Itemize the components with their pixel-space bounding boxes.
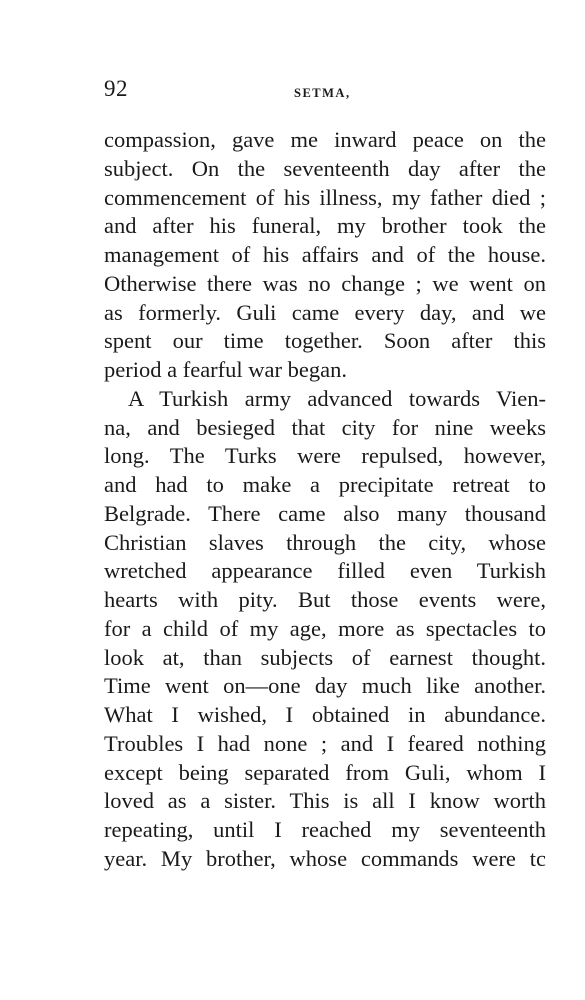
text-line: subject. On the seventeenth day after the xyxy=(104,155,546,181)
text-line: year. My brother, whose commands were tc xyxy=(104,845,546,871)
text-line: A Turkish army advanced towards Vien- xyxy=(128,385,546,411)
body-text xyxy=(104,126,546,874)
text-line: Christian slaves through the city, whose xyxy=(104,529,546,555)
text-line: wretched appearance filled even Turkish xyxy=(104,558,546,584)
text-line: management of his affairs and of the house. xyxy=(104,242,546,267)
text-line: period a fearful war began. xyxy=(104,357,347,382)
text-line: Troubles I had none ; and I feared nothing xyxy=(104,730,546,756)
text-line: and after his funeral, my brother took the xyxy=(104,213,546,239)
text-line: Belgrade. There came also many thousand xyxy=(104,500,546,526)
text-line: and had to make a precipitate retreat to xyxy=(104,472,546,497)
text-line: look at, than subjects of earnest thought. xyxy=(104,644,546,670)
text-line: spent our time together. Soon after this xyxy=(104,328,546,354)
text-line: Otherwise there was no change ; we went on xyxy=(104,270,546,296)
text-line: compassion, gave me inward peace on the xyxy=(104,127,546,152)
page-header xyxy=(104,76,546,108)
page-number: 92 xyxy=(104,76,128,101)
text-line: commencement of his illness, my father died ; xyxy=(104,184,546,210)
text-line: except being separated from Guli, whom I xyxy=(104,759,546,785)
text-line: What I wished, I obtained in abundance. xyxy=(104,702,546,727)
text-line: Time went on—one day much like another. xyxy=(104,673,546,699)
text-line: repeating, until I reached my seventeenth xyxy=(104,817,546,842)
text-line: as formerly. Guli came every day, and we xyxy=(104,299,546,325)
text-line: long. The Turks were repulsed, however, xyxy=(104,443,546,469)
text-line: for a child of my age, more as spectacles to xyxy=(104,615,546,641)
text-line: hearts with pity. But those events were, xyxy=(104,587,546,612)
text-line: loved as a sister. This is all I know worth xyxy=(104,788,546,814)
running-title: SETMA, xyxy=(294,86,351,100)
text-line: na, and besieged that city for nine weeks xyxy=(104,414,546,440)
